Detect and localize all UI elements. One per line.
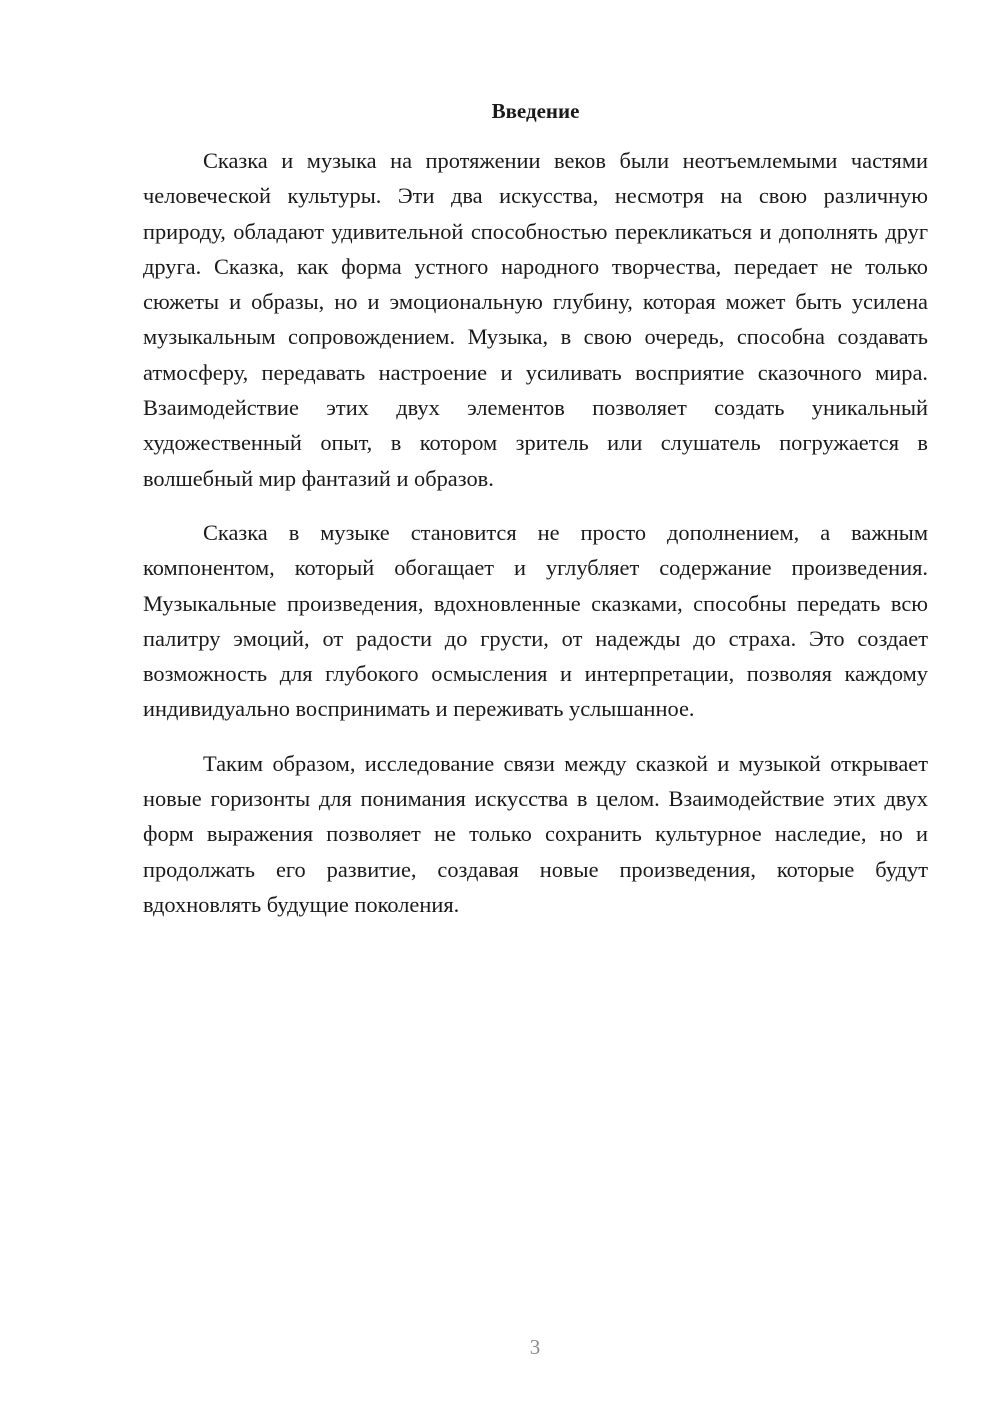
section-heading: Введение xyxy=(491,99,580,123)
paragraph-3: Таким образом, исследование связи между сказкой и музыкой открывает новые горизонты для понимания искусства в целом. Взаимодействие этих двух форм выражения позволяет не только сохранить культурное наследие, но и продолжать его развитие, создавая новые произведения, которые будут вдохновлять будущие поколения. xyxy=(143,750,928,917)
body-text xyxy=(143,143,928,922)
paragraph-2: Сказка в музыке становится не просто дополнением, а важным компонентом, который обогащает и углубляет содержание произведения. Музыкальные произведения, вдохновленные сказками, способны передать всю палитру эмоций, от радости до грусти, от надежды до страха. Это создает возможность для глубокого осмысления и интерпретации, позволяя каждому индивидуально воспринимать и переживать услышанное. xyxy=(143,519,928,722)
page-number: 3 xyxy=(529,1335,541,1359)
paragraph-1: Сказка и музыка на протяжении веков были неотъемлемыми частями человеческой культуры. Эти два искусства, несмотря на свою различную природу, обладают удивительной способностью перекликаться и дополнять друг друга. Сказка, как форма устного народного творчества, передает не только сюжеты и образы, но и эмоциональную глубину, которая может быть усилена музыкальным сопровождением. Музыка, в свою очередь, способна создавать атмосферу, передавать настроение и усиливать восприятие сказочного мира. Взаимодействие этих двух элементов позволяет создать уникальный художественный опыт, в котором зритель или слушатель погружается в волшебный мир фантазий и образов. xyxy=(143,148,928,491)
